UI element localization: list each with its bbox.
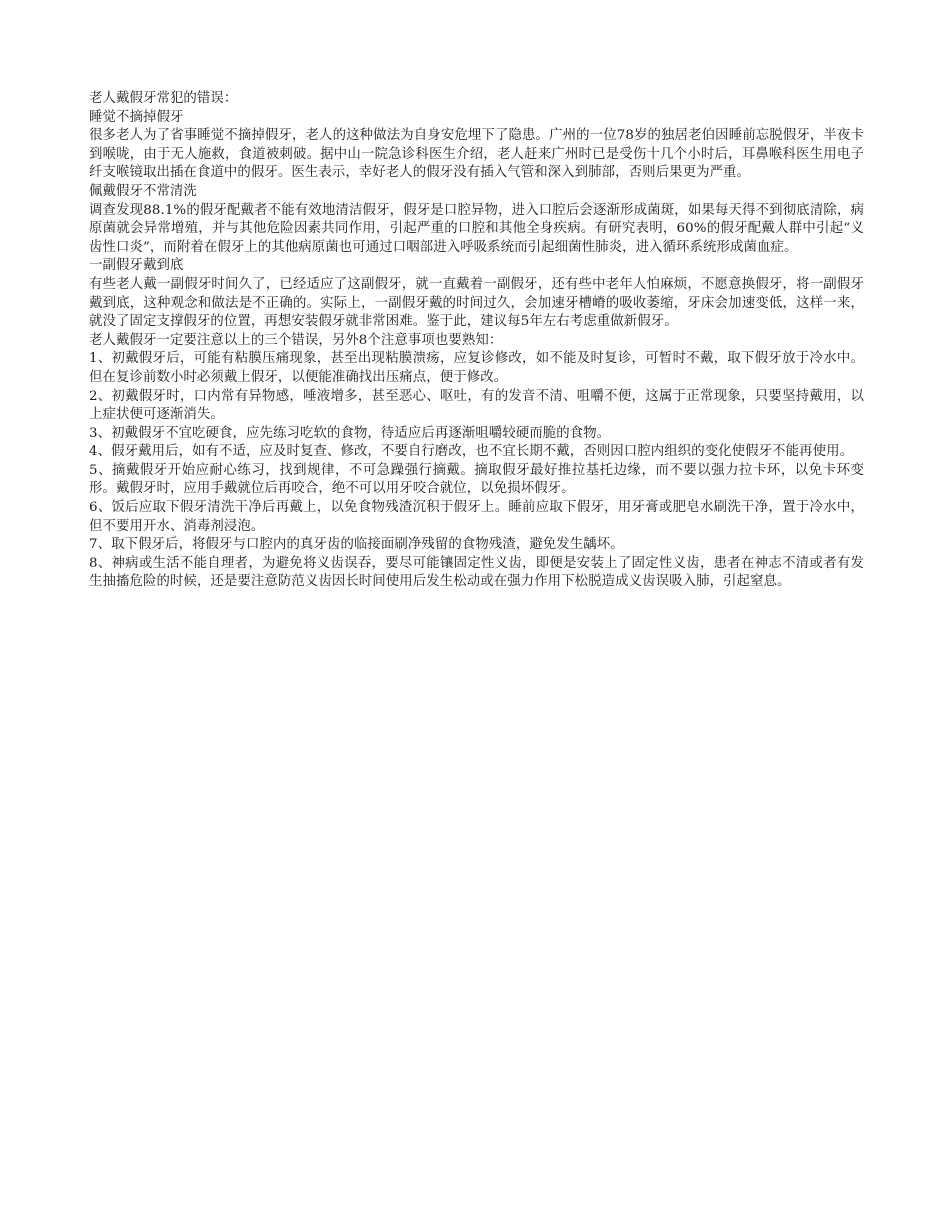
section-heading-cleaning: 佩戴假牙不常清洗 <box>89 183 197 199</box>
section-body-cleaning: 调查发现88.1%的假牙配戴者不能有效地清洁假牙，假牙是口腔异物，进入口腔后会逐渐形成菌斑，如果每天得不到彻底清除，病原菌就会异常增殖，并与其他危险因素共同作用，引起严重的口腔和其他全身疾病。有研究表明，60%的假牙配戴人群中引起“义齿性口炎”，而附着在假牙上的其他病原菌也可通过口咽部进入呼吸系统而引起细菌性肺炎，进入循环系统形成菌血症。 <box>89 202 864 255</box>
list-item: 7、取下假牙后，将假牙与口腔内的真牙齿的临接面刷净残留的食物残渣，避免发生龋坏。 <box>89 537 624 553</box>
list-item: 8、神病或生活不能自理者，为避免将义齿误吞，要尽可能镶固定性义齿，即便是安装上了固定性义齿，患者在神志不清或者有发生抽搐危险的时候，还是要注意防范义齿因长时间使用后发生松动或在强力作用下松脱造成义齿误吸入肺，引起窒息。 <box>89 555 864 590</box>
list-item: 2、初戴假牙时，口内常有异物感，唾液增多，甚至恶心、呕吐，有的发音不清、咀嚼不便，这属于正常现象，只要坚持戴用，以上症状便可逐渐消失。 <box>89 388 864 423</box>
list-item: 6、饭后应取下假牙清洗干净后再戴上，以免食物残渣沉积于假牙上。睡前应取下假牙，用牙膏或肥皂水刷洗干净，置于冷水中，但不要用开水、消毒剂浸泡。 <box>89 500 864 534</box>
section-heading-sleep: 睡觉不摘掉假牙 <box>89 109 184 125</box>
document-title: 老人戴假牙常犯的错误： <box>89 91 238 106</box>
summary-line: 老人戴假牙一定要注意以上的三个错误，另外8个注意事项也要熟知： <box>89 332 503 348</box>
section-heading-replacement: 一副假牙戴到底 <box>89 258 184 274</box>
list-item: 5、摘戴假牙开始应耐心练习，找到规律，不可急躁强行摘戴。摘取假牙最好推拉基托边缘，而不要以强力拉卡环，以免卡环变形。戴假牙时，应用手戴就位后再咬合，绝不可以用牙咬合就位，以免损坏假牙。 <box>89 462 864 497</box>
section-body-sleep: 很多老人为了省事睡觉不摘掉假牙，老人的这种做法为自身安危埋下了隐患。广州的一位78岁的独居老伯因睡前忘脱假牙，半夜卡到喉咙，由于无人施救，食道被刺破。据中山一院急诊科医生介绍，老人赶来广州时已是受伤十几个小时后，耳鼻喉科医生用电子纤支喉镜取出插在食道中的假牙。医生表示，幸好老人的假牙没有插入气管和深入到肺部，否则后果更为严重。 <box>89 128 864 181</box>
list-item: 3、初戴假牙不宜吃硬食，应先练习吃软的食物，待适应后再逐渐咀嚼较硬而脆的食物。 <box>89 425 611 441</box>
section-body-replacement: 有些老人戴一副假牙时间久了，已经适应了这副假牙，就一直戴着一副假牙，还有些中老年人怕麻烦，不愿意换假牙，将一副假牙戴到底，这种观念和做法是不正确的。实际上，一副假牙戴的时间过久，会加速牙槽嵴的吸收萎缩，牙床会加速变低，这样一来，就没了固定支撑假牙的位置，再想安装假牙就非常困难。鉴于此，建议每5年左右考虑重做新假牙。 <box>89 276 864 330</box>
document-body <box>89 90 864 592</box>
list-item: 4、假牙戴用后，如有不适，应及时复查、修改，不要自行磨改，也不宜长期不戴，否则因口腔内组织的变化使假牙不能再使用。 <box>89 444 854 460</box>
list-item: 1、初戴假牙后，可能有粘膜压痛现象，甚至出现粘膜溃疡，应复诊修改，如不能及时复诊，可暂时不戴，取下假牙放于冷水中。但在复诊前数小时必须戴上假牙，以便能准确找出压痛点，便于修改。 <box>89 351 864 385</box>
